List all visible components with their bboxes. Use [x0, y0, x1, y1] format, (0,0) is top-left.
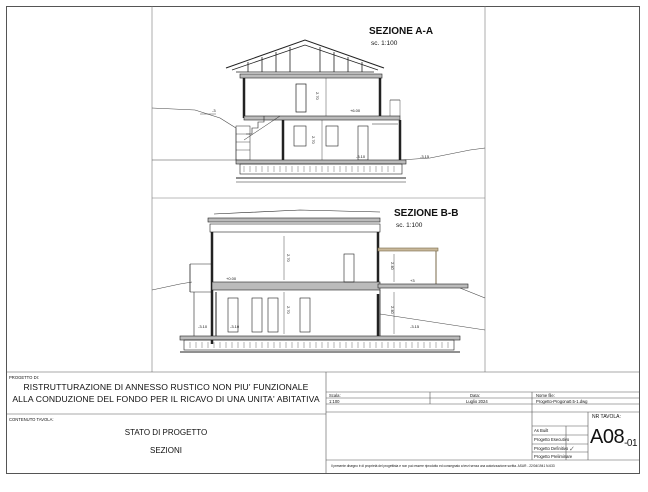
date-label: Data: — [470, 393, 481, 398]
sheet-label: NR TAVOLA: — [592, 414, 621, 420]
section-a-title: SEZIONE A-A — [369, 26, 434, 37]
status-definitivo: Progetto Definitivo — [534, 446, 569, 451]
date-value: Luglio 2024 — [466, 399, 488, 404]
level-b-right: +3 — [410, 278, 415, 283]
dim-a-1: 2.70 — [315, 92, 320, 100]
section-b-drawing — [152, 210, 485, 352]
sheet-code-main: A08 — [590, 426, 625, 448]
section-b-foundation-hatch — [190, 342, 448, 348]
sheet-code — [590, 426, 637, 449]
section-a-scale: sc. 1:100 — [371, 40, 398, 47]
status-esecutivo: Progetto Esecutivo — [534, 437, 570, 442]
section-a-foundation-hatch — [244, 166, 394, 172]
dim-a-2: 2.70 — [311, 136, 316, 144]
status-preliminare: Progetto Preliminare — [534, 454, 573, 459]
project-label: PROGETTO DI: — [9, 375, 39, 380]
content-label: CONTENUTO TAVOLA: — [9, 417, 54, 422]
project-title — [6, 381, 326, 405]
content-subtitle: SEZIONI — [149, 446, 182, 455]
footer-note: Il presente disegno è di proprietà del progettista e non può essere riprodotto ed consegnato a terzi senza una autorizzazione scritta. ASUR - 22/04/1941 N.633 — [331, 464, 555, 468]
scale-label: Scala: — [329, 393, 341, 398]
dim-b-3: 2.40 — [390, 262, 395, 270]
level-b-2: -3.10 — [230, 324, 240, 329]
section-a-drawing — [152, 40, 485, 182]
file-label: Nome file: — [536, 393, 555, 398]
status-as-built: As Built — [534, 428, 549, 433]
content-title: STATO DI PROGETTO — [124, 428, 208, 437]
level-b-mid: +0.00 — [226, 276, 237, 281]
level-b-3: -3.15 — [410, 324, 420, 329]
level-a-bottom1: -3.10 — [356, 154, 366, 159]
dim-b-2: 2.70 — [286, 306, 291, 314]
section-b-scale: sc. 1:100 — [396, 222, 423, 229]
section-b-title: SEZIONE B-B — [394, 208, 459, 219]
dim-b-4: 2.40 — [390, 306, 395, 314]
check-mark: ✓ — [569, 446, 575, 453]
level-a-left: -3 — [212, 108, 216, 113]
project-title-line-2: ALLA CONDUZIONE DEL FONDO PER IL RICAVO DI UNA UNITA' ABITATIVA — [12, 394, 320, 404]
project-title-line-1: RISTRUTTURAZIONE DI ANNESSO RUSTICO NON PIU' FUNZIONALE — [23, 382, 309, 392]
scale-value: 1:100 — [329, 399, 340, 404]
dim-b-1: 2.70 — [286, 254, 291, 262]
level-a-top: +6.00 — [350, 108, 361, 113]
level-a-bottom2: -3.15 — [420, 154, 430, 159]
sheet-code-sub: -01 — [624, 438, 638, 449]
file-value: Progetto-Progona0.5-1.dwg — [536, 399, 588, 404]
level-b-1: -3.10 — [198, 324, 208, 329]
